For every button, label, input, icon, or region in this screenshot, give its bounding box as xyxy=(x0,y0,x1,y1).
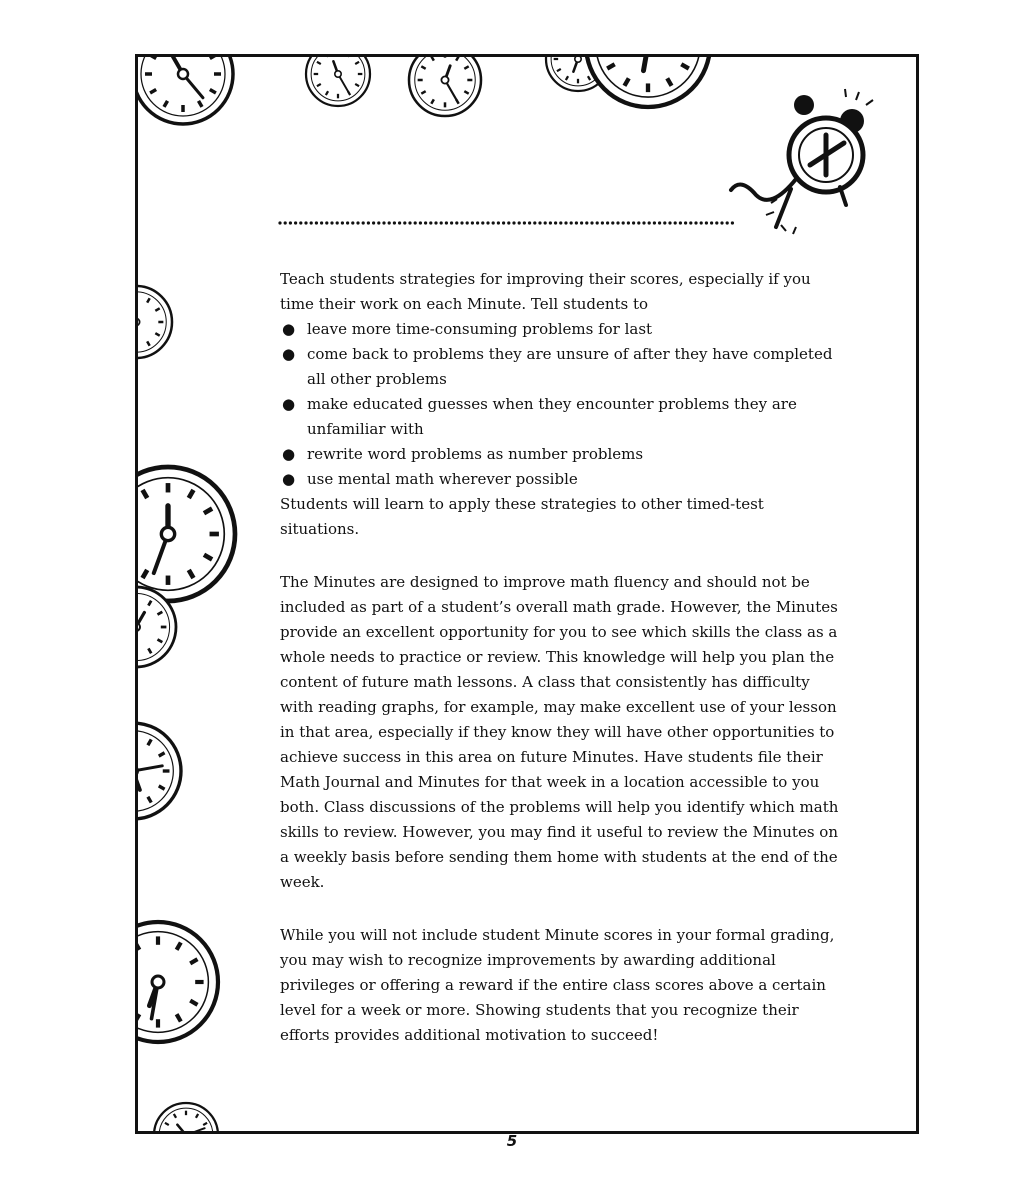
wall-clock-icon xyxy=(138,57,233,124)
wall-clock-icon xyxy=(138,467,235,601)
wall-clock-icon xyxy=(306,57,370,106)
list-item: ● make educated guesses when they encounter problems they are unfamiliar with xyxy=(280,392,840,442)
running-alarm-clock-icon xyxy=(731,89,873,234)
wall-clock-icon xyxy=(138,922,218,1042)
page-number: 5 xyxy=(506,1132,518,1150)
list-item: ● rewrite word problems as number problems xyxy=(280,442,840,467)
wall-clock-icon xyxy=(138,286,172,358)
fluency-paragraph: The Minutes are designed to improve math fluency and should not be included as part of a student’s overall math grade. However, the Minutes provide an excellent opportunity for you to see which skills the class as a whole needs to practice or review. This knowledge will help you plan the content of future math lessons. A class that consistently has difficulty with reading graphs, for example, may make excellent use of your lesson in that area, especially if they know they will have other opportunities to achieve success in this area on future Minutes. Have students file their Math Journal and Minutes for that week in a location accessible to you both. Class discussions of the problems will help you identify which math skills to review. However, you may find it useful to review the Minutes on a weekly basis before sending them home with students at the end of the week. xyxy=(280,573,839,891)
list-item: ● come back to problems they are unsure of after they have completed all other problems xyxy=(280,342,840,392)
wall-clock-icon xyxy=(154,1103,218,1131)
dotted-rule xyxy=(278,221,734,224)
bullet-icon: ● xyxy=(282,445,296,463)
page-frame xyxy=(135,54,919,1134)
bullet-icon: ● xyxy=(282,470,296,488)
strategies-intro: Teach students strategies for improving their scores, especially if you time their work on each Minute. Tell students to xyxy=(280,270,811,313)
strategy-list xyxy=(280,317,840,492)
wall-clock-icon xyxy=(586,57,710,107)
bullet-icon: ● xyxy=(282,395,296,413)
body-text xyxy=(280,267,840,1048)
recognition-paragraph: While you will not include student Minute scores in your formal grading, you may wish to recognize improvements by awarding additional privileges or offering a reward if the entire class scores above a certain level for a week or more. Showing students that you recognize their efforts provides additional motivation to succeed! xyxy=(280,926,835,1044)
list-item: ● leave more time-consuming problems for last xyxy=(280,317,840,342)
strategies-closing: Students will learn to apply these strategies to other timed-test situations. xyxy=(280,495,764,538)
bullet-icon: ● xyxy=(282,320,296,338)
wall-clock-icon xyxy=(138,723,181,819)
bullet-icon: ● xyxy=(282,345,296,363)
paragraph-spacer xyxy=(280,895,840,923)
list-item: ● use mental math wherever possible xyxy=(280,467,840,492)
wall-clock-icon xyxy=(409,57,481,116)
paragraph-spacer xyxy=(280,542,840,570)
